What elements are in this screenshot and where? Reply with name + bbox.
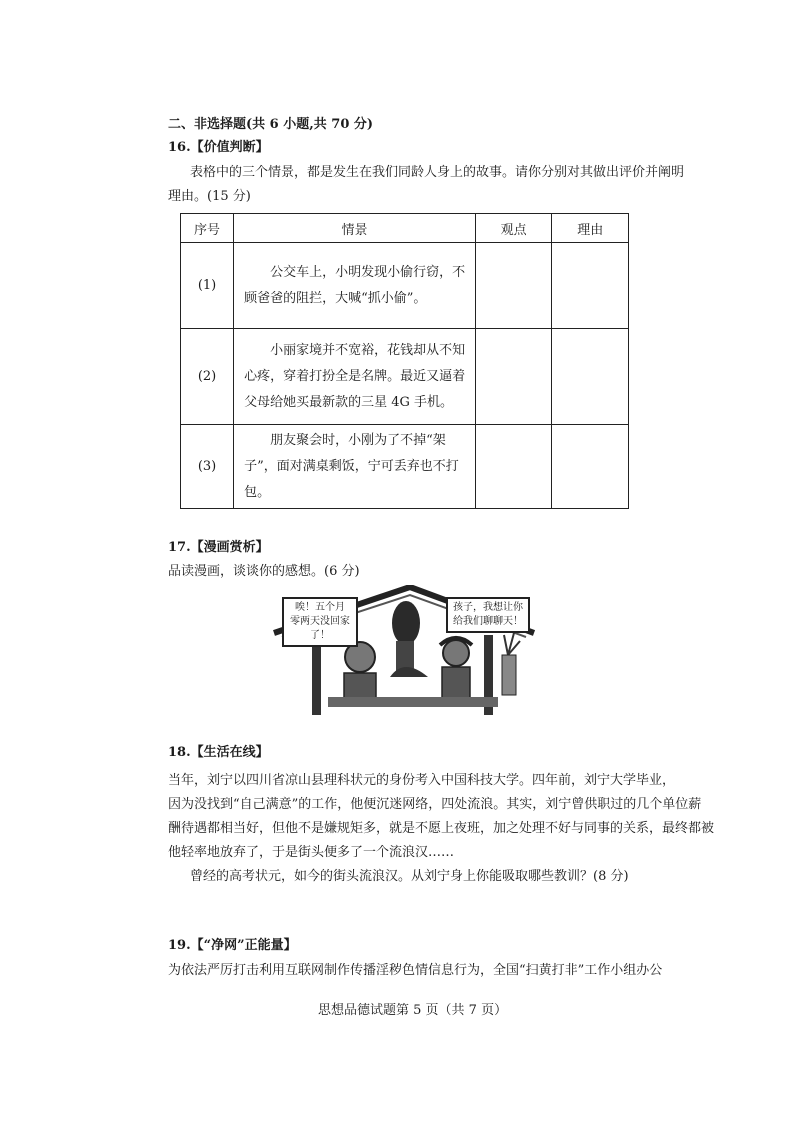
- q19-line1: 为依法严厉打击利用互联网制作传播淫秽色情信息行为，全国“扫黄打非”工作小组办公: [168, 963, 663, 978]
- q16-intro-line1: 表格中的三个情景，都是发生在我们同龄人身上的故事。请你分别对其做出评价并阐明: [190, 165, 685, 180]
- row-number: (2): [181, 329, 234, 425]
- header-scene: 情景: [234, 214, 476, 243]
- q16-intro-line2: 理由。(15 分): [168, 189, 251, 204]
- bubble-left-line2: 零两天没回家了！: [290, 616, 350, 641]
- reason-answer-cell: [552, 329, 629, 425]
- row-number: (1): [181, 243, 234, 329]
- bubble-right-line2: 给我们聊聊天！: [453, 616, 523, 627]
- row-scene: 朋友聚会时，小刚为了不掉“架子”，面对满桌剩饭，宁可丢弃也不打包。: [234, 425, 476, 509]
- speech-bubble-left: [282, 597, 358, 647]
- section-heading: 二、非选择题(共 6 小题,共 70 分): [168, 117, 374, 132]
- view-answer-cell: [475, 243, 552, 329]
- row-scene: 小丽家境并不宽裕，花钱却从不知心疼，穿着打扮全是名牌。最近又逼着父母给她买最新款的三星 4G 手机。: [234, 329, 476, 425]
- reason-answer-cell: [552, 425, 629, 509]
- scenario-table: [180, 213, 629, 509]
- view-answer-cell: [475, 329, 552, 425]
- q16-title: 16.【价值判断】: [168, 140, 269, 155]
- view-answer-cell: [475, 425, 552, 509]
- header-view: 观点: [475, 214, 552, 243]
- q18-para1-line2: 因为没找到“自己满意”的工作，他便沉迷网络，四处流浪。其实，刘宁曾供职过的几个单位薪: [168, 797, 702, 812]
- q18-para1-line4: 他轻率地放弃了，于是街头便多了一个流浪汉……: [168, 845, 455, 860]
- page-footer: 思想品德试题第 5 页（共 7 页）: [318, 1003, 508, 1018]
- q18-para1-line3: 酬待遇都相当好，但他不是嫌规矩多，就是不愿上夜班，加之处理不好与同事的关系，最终都被: [168, 821, 715, 836]
- table-row: [181, 243, 629, 329]
- header-number: 序号: [181, 214, 234, 243]
- q18-para1-line1: 当年，刘宁以四川省凉山县理科状元的身份考入中国科技大学。四年前，刘宁大学毕业，: [168, 773, 676, 788]
- reason-answer-cell: [552, 243, 629, 329]
- bubble-right-line1: 孩子，我想让你: [453, 602, 523, 613]
- table-row: [181, 329, 629, 425]
- speech-bubble-right: [446, 597, 530, 633]
- q17-title: 17.【漫画赏析】: [168, 540, 269, 555]
- table-row: [181, 425, 629, 509]
- row-scene: 公交车上，小明发现小偷行窃，不顾爸爸的阻拦，大喊“抓小偷”。: [234, 243, 476, 329]
- cartoon-illustration: [272, 585, 535, 717]
- q18-title: 18.【生活在线】: [168, 745, 269, 760]
- row-number: (3): [181, 425, 234, 509]
- bubble-left-line1: 唉！五个月: [295, 602, 345, 613]
- q18-para2: 曾经的高考状元，如今的街头流浪汉。从刘宁身上你能吸取哪些教训？(8 分): [190, 869, 629, 884]
- q17-prompt: 品读漫画，谈谈你的感想。(6 分): [168, 564, 360, 579]
- table-header-row: [181, 214, 629, 243]
- q19-title: 19.【“净网”正能量】: [168, 938, 297, 953]
- header-reason: 理由: [552, 214, 629, 243]
